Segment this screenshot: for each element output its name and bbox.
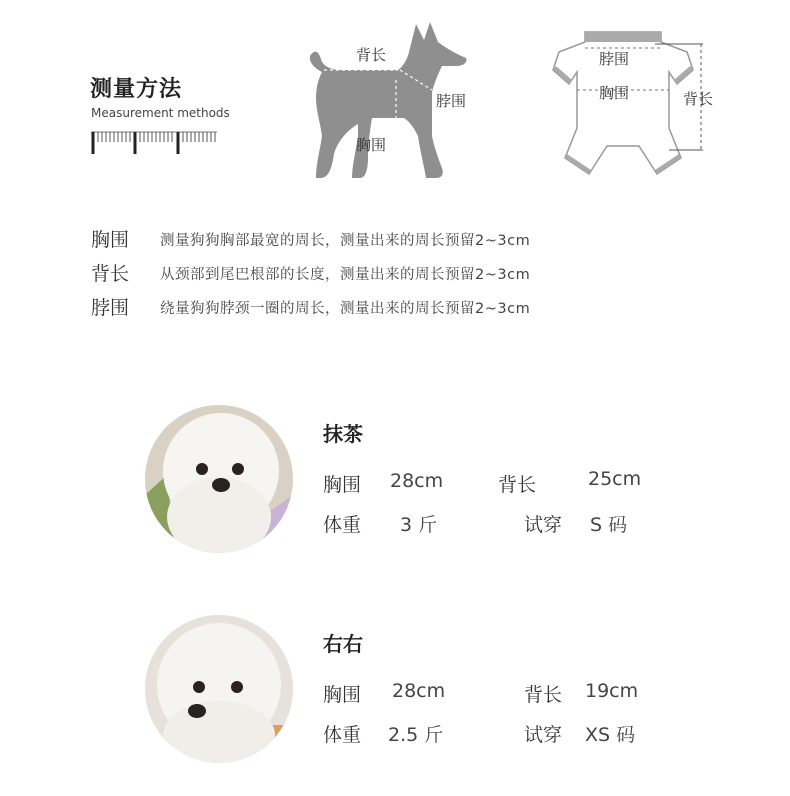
dog1-back-label: 背长 — [498, 474, 537, 496]
poodle-photo-icon — [145, 615, 293, 763]
section-subtitle: Measurement methods — [91, 106, 230, 120]
dog2-back-label: 背长 — [524, 684, 563, 706]
dog1-try-label: 试穿 — [524, 514, 563, 536]
dog-neck-label: 脖围 — [436, 92, 467, 110]
ruler-icon — [91, 128, 221, 156]
clothes-back-label: 背长 — [683, 90, 714, 108]
dog1-weight-label: 体重 — [323, 514, 362, 536]
dog2-try-value: XS 码 — [585, 724, 636, 746]
clothes-neck-label: 脖围 — [599, 50, 630, 68]
dog1-try-value: S 码 — [590, 514, 628, 536]
desc-chest: 测量狗狗胸部最宽的周长，测量出来的周长预留2~3cm — [160, 233, 531, 249]
term-back: 背长 — [91, 263, 130, 285]
section-title: 测量方法 — [90, 77, 183, 102]
dog-name-1: 抹茶 — [323, 422, 363, 446]
desc-back: 从颈部到尾巴根部的长度，测量出来的周长预留2~3cm — [160, 267, 531, 283]
dog-name-2: 右右 — [323, 632, 363, 656]
dog1-chest-label: 胸围 — [323, 474, 362, 496]
poodle-photo-icon — [145, 405, 293, 553]
desc-neck: 绕量狗狗脖颈一圈的周长，测量出来的周长预留2~3cm — [160, 301, 531, 317]
dog1-weight-value: 3 斤 — [400, 514, 438, 536]
dog-back-label: 背长 — [356, 46, 387, 64]
dog2-chest-value: 28cm — [392, 680, 446, 702]
dog-chest-label: 胸围 — [356, 136, 387, 154]
dog2-chest-label: 胸围 — [323, 684, 362, 706]
dog2-weight-value: 2.5 斤 — [388, 724, 444, 746]
dog-measure-diagram — [300, 18, 500, 186]
term-neck: 脖围 — [91, 297, 130, 319]
dog2-back-value: 19cm — [585, 680, 639, 702]
dog-avatar-1 — [145, 405, 293, 553]
term-chest: 胸围 — [91, 229, 130, 251]
dog1-chest-value: 28cm — [390, 470, 444, 492]
dog1-back-value: 25cm — [588, 468, 642, 490]
dog2-try-label: 试穿 — [524, 724, 563, 746]
dog-avatar-2 — [145, 615, 293, 763]
clothes-chest-label: 胸围 — [599, 84, 630, 102]
dog-silhouette-icon — [300, 18, 500, 186]
clothes-measure-diagram — [545, 26, 735, 182]
dog2-weight-label: 体重 — [323, 724, 362, 746]
